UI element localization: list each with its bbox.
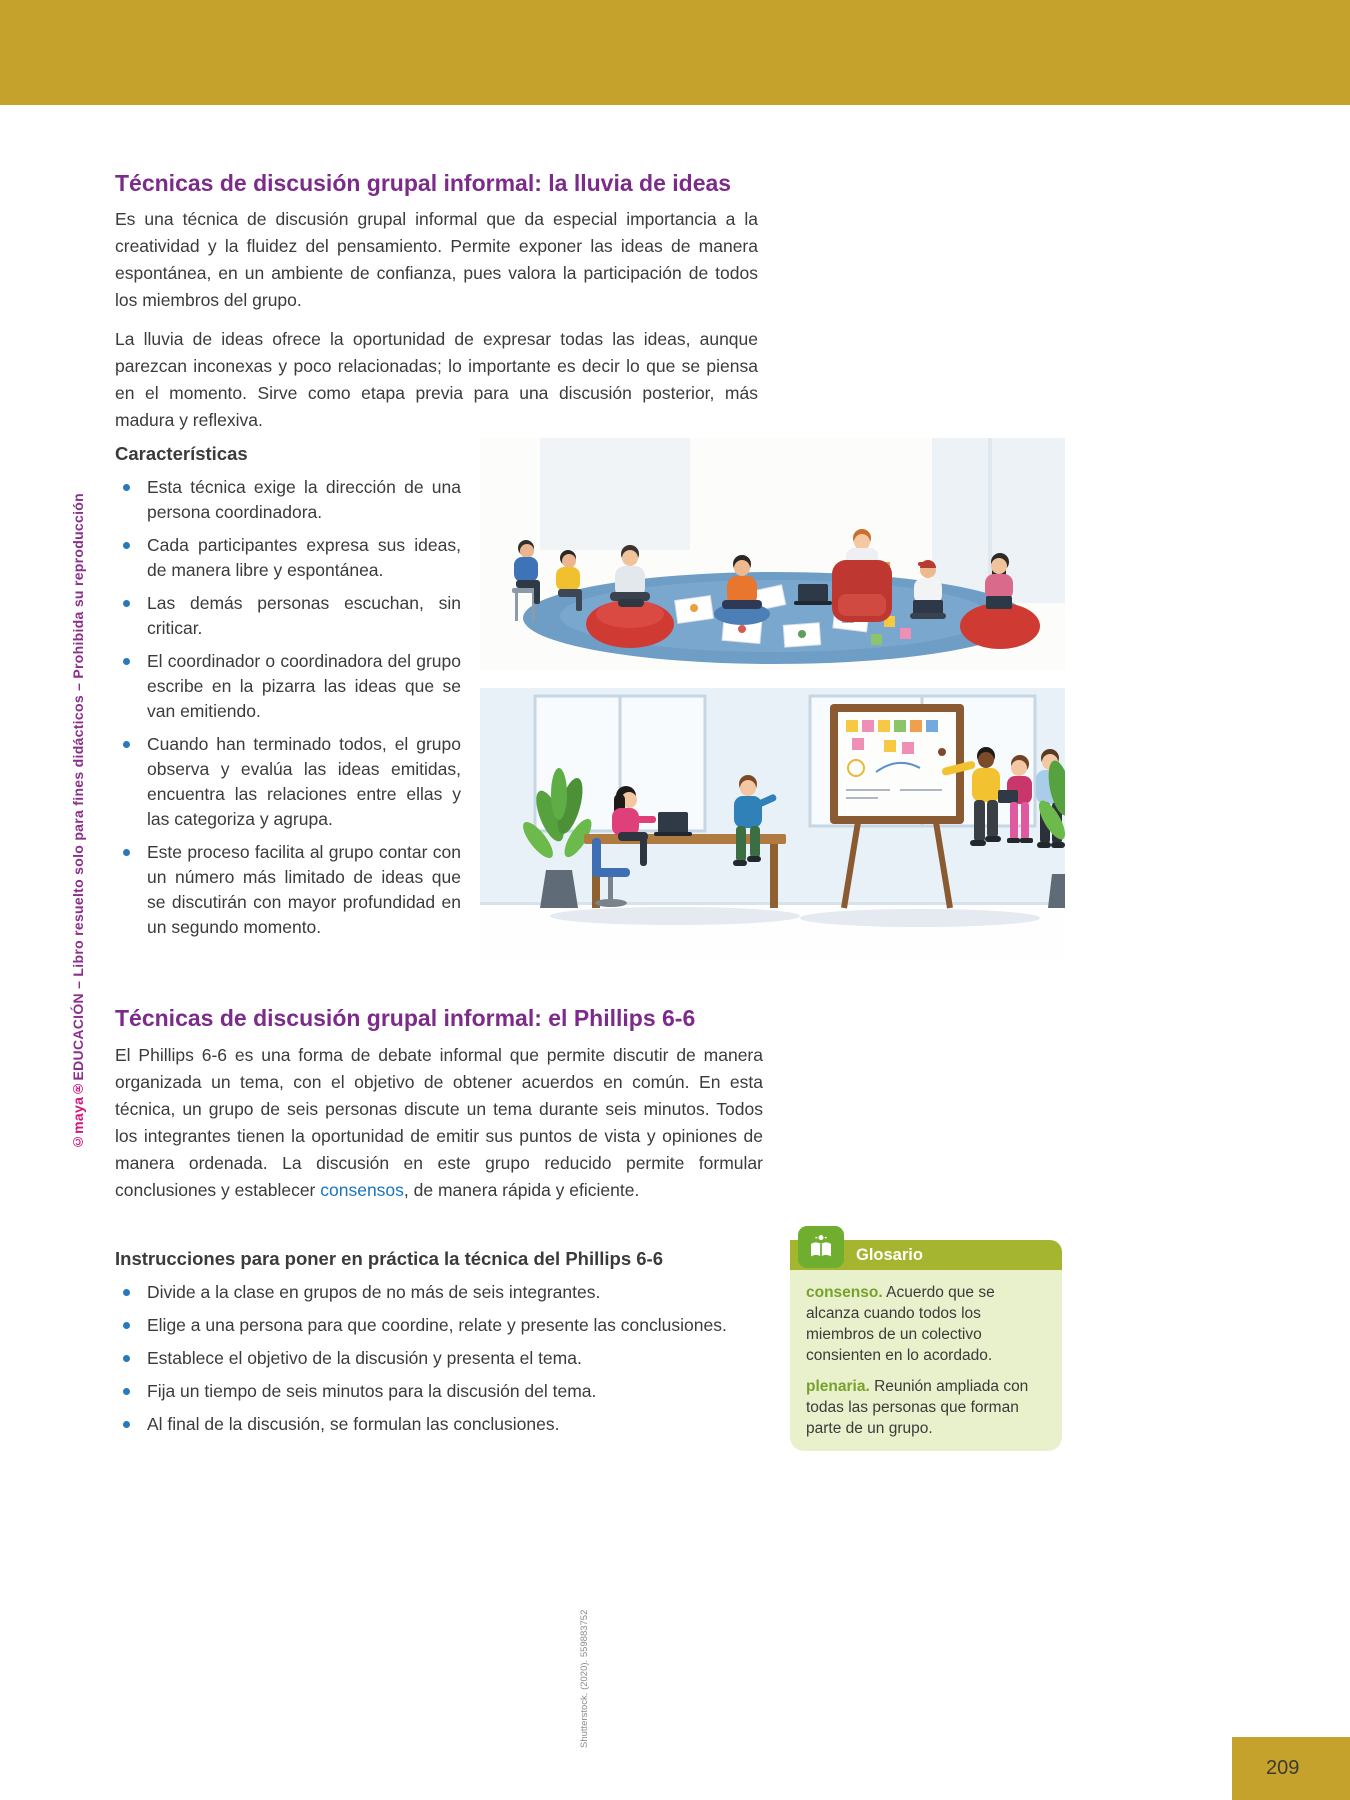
instrucciones-heading: Instrucciones para poner en práctica la técnica del Phillips 6-6 xyxy=(115,1248,663,1269)
glossary-body xyxy=(790,1270,1062,1451)
glossary-entry xyxy=(806,1282,1048,1366)
illustration-svg xyxy=(480,438,1065,960)
list-item: Fija un tiempo de seis minutos para la discusión del tema. xyxy=(115,1379,739,1404)
page-number-tab xyxy=(1232,1737,1350,1800)
glossary-entry xyxy=(806,1376,1048,1439)
brainstorming-illustration xyxy=(480,438,1065,960)
caracteristicas-heading: Características xyxy=(115,443,248,464)
section-title-lluvia-de-ideas: Técnicas de discusión grupal informal: la lluvia de ideas xyxy=(115,170,732,196)
list-item: Elige a una persona para que coordine, relate y presente las conclusiones. xyxy=(115,1313,739,1338)
maya-brand: ©maya® xyxy=(70,1080,86,1150)
image-credit: Shutterstock. (2020). 559883752 xyxy=(579,1609,590,1748)
paragraph-text: , de manera rápida y eficiente. xyxy=(403,1180,640,1200)
list-item: Cuando han terminado todos, el grupo observa y evalúa las ideas emitidas, encuentra las relaciones entre ellas y las categoriza y agrupa. xyxy=(115,732,461,832)
instrucciones-list xyxy=(115,1280,739,1437)
glossary-definition: Reunión ampliada con todas las personas que forman parte de un grupo. xyxy=(806,1378,1029,1437)
list-item: Esta técnica exige la dirección de una persona coordinadora. xyxy=(115,475,461,525)
glossary-term: plenaria. xyxy=(806,1378,870,1395)
glossary-box xyxy=(790,1240,1062,1451)
paragraph-lluvia-1: Es una técnica de discusión grupal informal que da especial importancia a la creatividad y la fluidez del pensamiento. Permite exponer las ideas de manera espontánea, en un ambiente de confianza, pues valora la participación de todos los miembros del grupo. xyxy=(115,209,758,310)
list-item: El coordinador o coordinadora del grupo escribe en la pizarra las ideas que se van emitiendo. xyxy=(115,649,461,724)
paragraph-lluvia-2: La lluvia de ideas ofrece la oportunidad de expresar todas las ideas, aunque parezcan inconexas y poco relacionadas; lo importante es decir lo que se piensa en el momento. Sirve como etapa previa para una discusión posterior, más madura y reflexiva. xyxy=(115,329,758,430)
glossary-title: Glosario xyxy=(856,1246,923,1264)
paragraph-text: El Phillips 6-6 es una forma de debate informal que permite discutir de manera organizada un tema, con el objetivo de obtener acuerdos en común. En esta técnica, un grupo de seis personas discute un tema durante seis minutos. Todos los integrantes tienen la oportunidad de emitir sus puntos de vista y opiniones de manera ordenada. La discusión en este grupo reducido permite formular conclusiones y establecer xyxy=(115,1045,763,1200)
list-item: Las demás personas escuchan, sin criticar. xyxy=(115,591,461,641)
paragraph-phillips xyxy=(115,1042,763,1204)
list-item: Establece el objetivo de la discusión y presenta el tema. xyxy=(115,1346,739,1371)
caracteristicas-block xyxy=(115,443,461,948)
copyright-text: EDUCACIÓN – Libro resuelto solo para fines didácticos – Prohibida su reproducción xyxy=(70,492,86,1081)
scene-office-board xyxy=(480,688,1065,960)
page-number: 209 xyxy=(1266,1757,1300,1779)
section-title-phillips-6-6: Técnicas de discusión grupal informal: el Phillips 6-6 xyxy=(115,1005,696,1031)
caracteristicas-list xyxy=(115,475,461,940)
glossary-term: consenso. xyxy=(806,1284,883,1301)
copyright-vertical-text xyxy=(70,493,86,1150)
list-item: Cada participantes expresa sus ideas, de manera libre y espontánea. xyxy=(115,533,461,583)
glossary-book-icon xyxy=(798,1226,844,1268)
top-gold-bar xyxy=(0,0,1350,105)
instrucciones-block xyxy=(115,1248,739,1445)
consensos-glossary-term: consensos xyxy=(320,1180,404,1200)
list-item: Divide a la clase en grupos de no más de seis integrantes. xyxy=(115,1280,739,1305)
scene-floor-brainstorm xyxy=(480,438,1065,670)
glossary-definition: Acuerdo que se alcanza cuando todos los miembros de un colectivo consienten en lo acordado. xyxy=(806,1284,995,1364)
list-item: Este proceso facilita al grupo contar con un número más limitado de ideas que se discutirán con mayor profundidad en un segundo momento. xyxy=(115,840,461,940)
list-item: Al final de la discusión, se formulan las conclusiones. xyxy=(115,1412,739,1437)
